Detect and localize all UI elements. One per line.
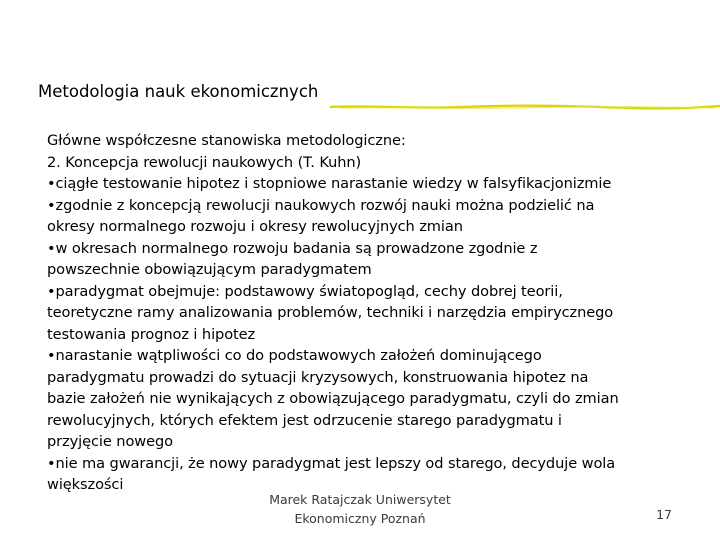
bullet-line: •zgodnie z koncepcją rewolucji naukowych rozwój nauki można podzielić na	[47, 196, 595, 214]
bullet-line: •paradygmat obejmuje: podstawowy światopogląd, cechy dobrej teorii,	[47, 282, 563, 300]
body-line: teoretyczne ramy analizowania problemów, techniki i narzędzia empirycznego	[47, 304, 614, 321]
body-line: 2. Koncepcja rewolucji naukowych (T. Kuhn)	[47, 153, 362, 171]
body-line: przyjęcie nowego	[47, 433, 173, 450]
footer-institution-line: Ekonomiczny Poznań	[294, 511, 426, 526]
bullet-line: •w okresach normalnego rozwoju badania są prowadzone zgodnie z	[47, 239, 538, 257]
slide-footer	[230, 490, 490, 528]
slide-body	[47, 130, 697, 496]
body-line: rewolucyjnych, których efektem jest odrzucenie starego paradygmatu i	[47, 411, 562, 429]
body-line: paradygmatu prowadzi do sytuacji kryzysowych, konstruowania hipotez na	[47, 368, 589, 386]
body-line: bazie założeń nie wynikających z obowiązującego paradygmatu, czyli do zmian	[47, 390, 619, 407]
body-line: okresy normalnego rozwoju i okresy rewolucyjnych zmian	[47, 218, 463, 235]
footer-author-line: Marek Ratajczak Uniwersytet	[269, 492, 451, 507]
bullet-line: •ciągłe testowanie hipotez i stopniowe narastanie wiedzy w falsyfikacjonizmie	[47, 175, 612, 192]
title-underline-decoration	[330, 104, 720, 110]
body-line: testowania prognoz i hipotez	[47, 325, 256, 343]
body-line: Główne współczesne stanowiska metodologiczne:	[47, 132, 406, 149]
body-line: większości	[47, 476, 124, 493]
slide-title: Metodologia nauk ekonomicznych	[38, 82, 319, 101]
bullet-line: •narastanie wątpliwości co do podstawowych założeń dominującego	[47, 347, 542, 364]
body-line: powszechnie obowiązującym paradygmatem	[47, 261, 372, 278]
bullet-line: •nie ma gwarancji, że nowy paradygmat jest lepszy od starego, decyduje wola	[47, 454, 616, 472]
page-number: 17	[656, 507, 672, 522]
